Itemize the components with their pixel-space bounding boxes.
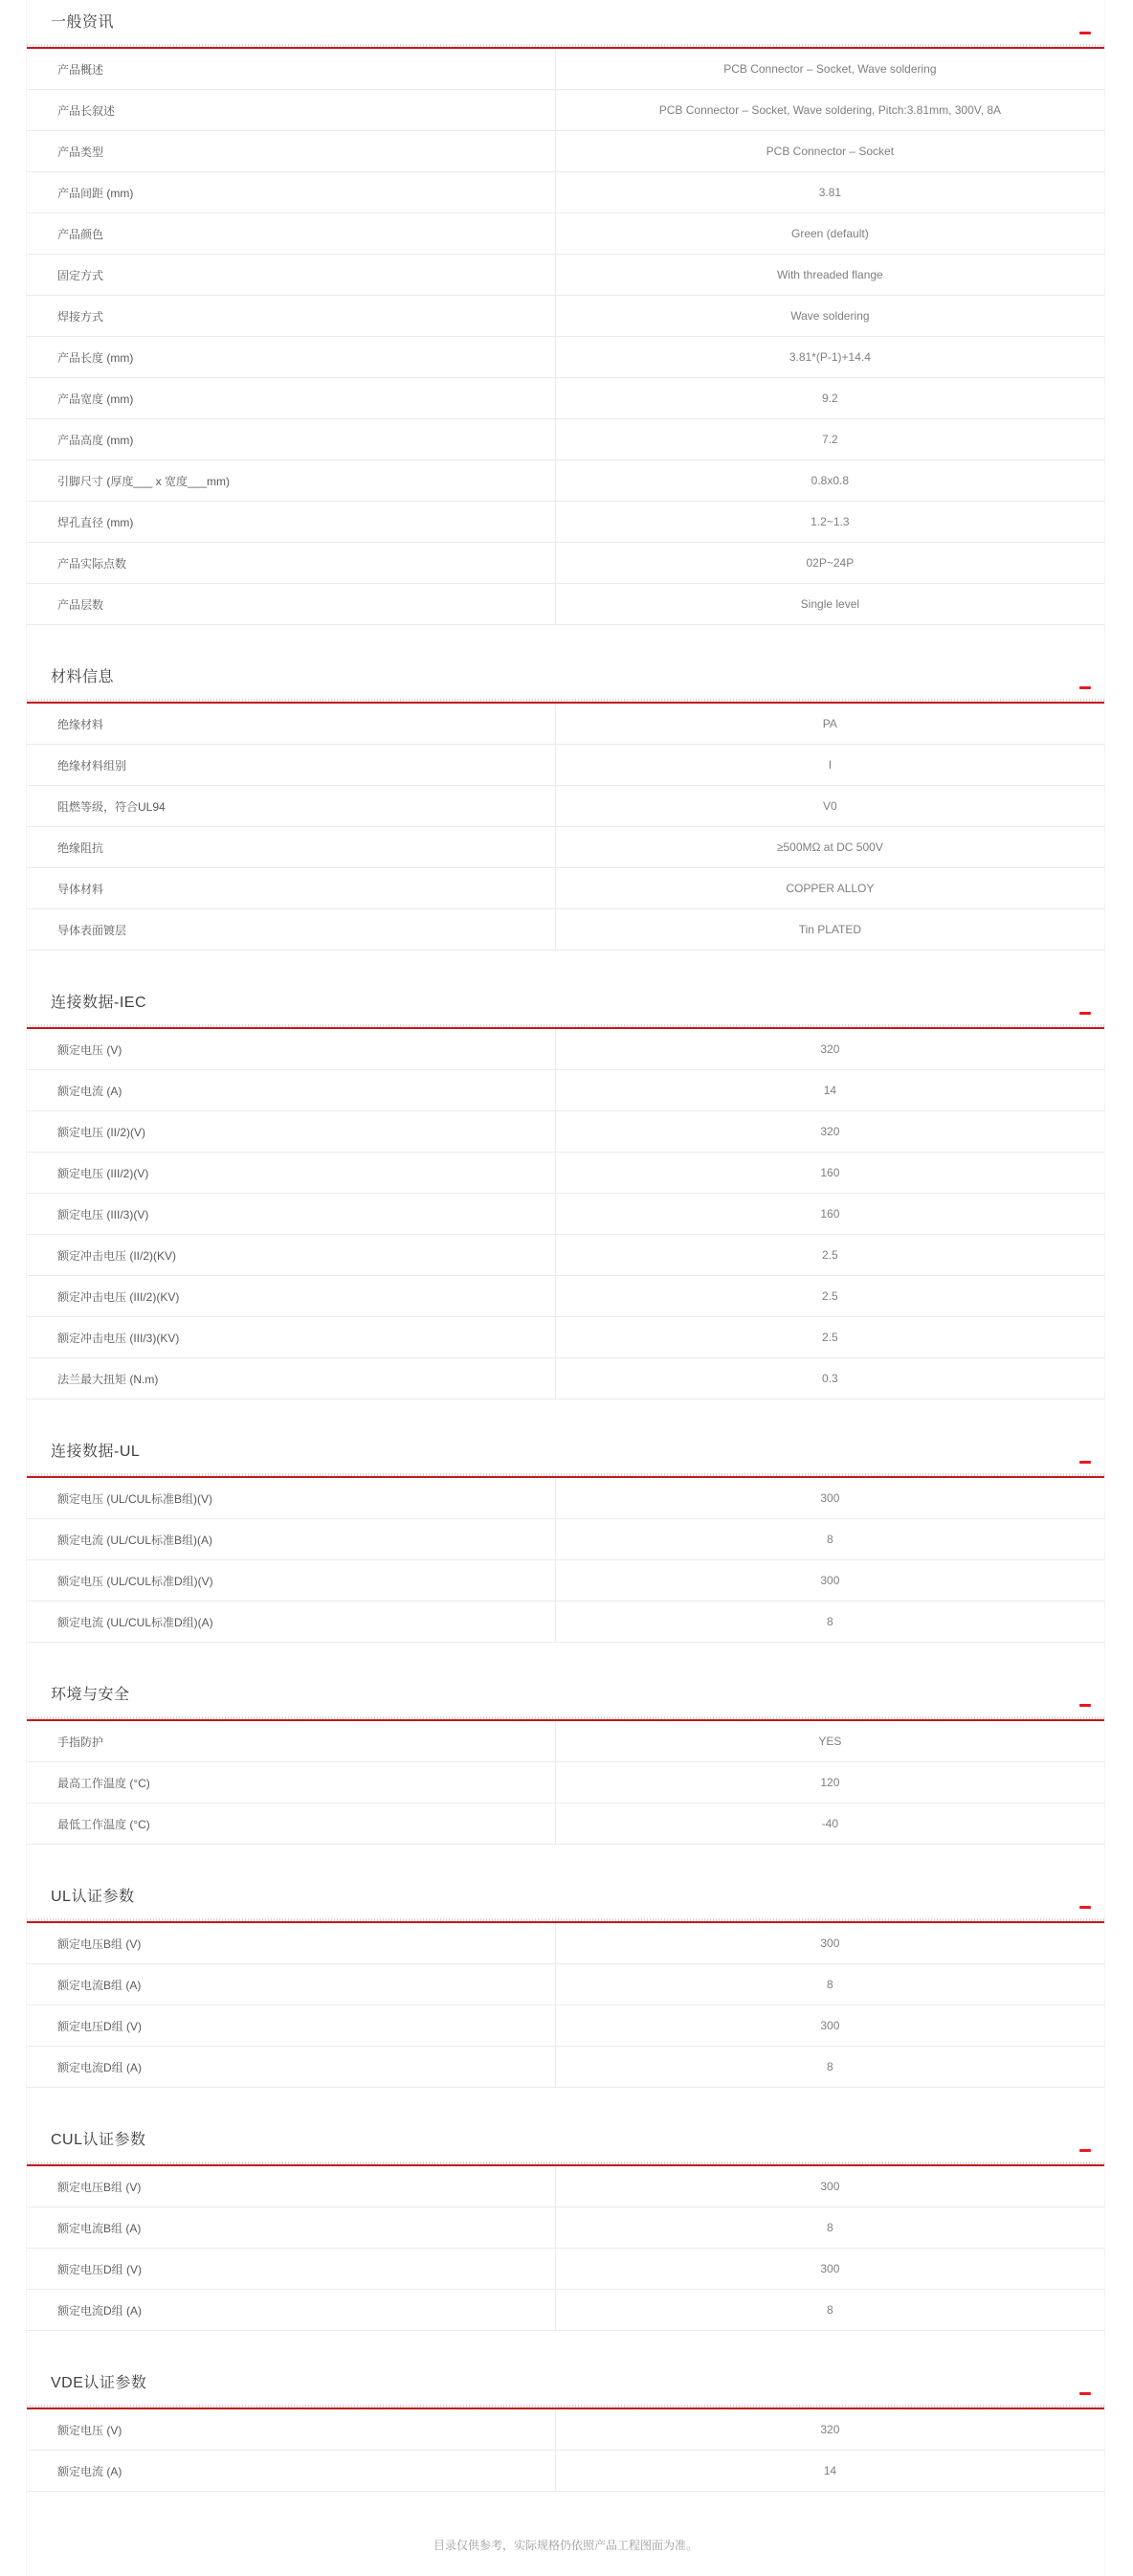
section-header: [27, 2088, 1104, 2162]
row-value: Single level: [555, 584, 1104, 624]
row-value: 120: [555, 1762, 1104, 1803]
row-label: 固定方式: [57, 268, 104, 282]
row-value: 160: [555, 1153, 1104, 1193]
row-label: 额定电流 (UL/CUL标准B组)(A): [57, 1533, 213, 1547]
table-row: [27, 172, 1104, 213]
spec-table: [27, 1029, 1104, 1400]
row-label: 额定电压D组 (V): [57, 2262, 142, 2276]
table-row: [27, 213, 1104, 255]
table-row: [27, 2166, 1104, 2207]
row-label: 产品概述: [57, 62, 104, 77]
table-row: [27, 1721, 1104, 1762]
row-value: -40: [555, 1803, 1104, 1844]
row-value: 1.2~1.3: [555, 502, 1104, 542]
row-value: 14: [555, 1070, 1104, 1110]
row-value: 300: [555, 2005, 1104, 2046]
row-value: 300: [555, 2249, 1104, 2289]
row-value: PCB Connector – Socket, Wave soldering: [555, 49, 1104, 89]
section-title: 环境与安全: [51, 1687, 130, 1703]
row-value: Wave soldering: [555, 296, 1104, 336]
spec-table: [27, 2166, 1104, 2331]
table-row: [27, 337, 1104, 378]
section-title: 连接数据-IEC: [51, 995, 147, 1011]
collapse-minus-icon[interactable]: [1079, 1906, 1091, 1909]
row-value: 320: [555, 2409, 1104, 2450]
row-label: 额定电压 (UL/CUL标准D组)(V): [57, 1574, 213, 1588]
row-value: 8: [555, 1964, 1104, 2005]
row-value: 0.8x0.8: [555, 460, 1104, 501]
table-row: [27, 1276, 1104, 1317]
table-row: [27, 90, 1104, 131]
row-label: 额定电压D组 (V): [57, 2019, 142, 2033]
table-row: [27, 1029, 1104, 1070]
row-label: 焊接方式: [57, 309, 104, 324]
table-row: [27, 255, 1104, 296]
row-value: 160: [555, 1194, 1104, 1234]
row-value: PCB Connector – Socket: [555, 131, 1104, 171]
table-row: [27, 49, 1104, 90]
table-row: [27, 909, 1104, 951]
row-value: I: [555, 745, 1104, 785]
row-label: 产品间距 (mm): [57, 186, 134, 200]
row-value: 320: [555, 1029, 1104, 1069]
table-row: [27, 2451, 1104, 2492]
section-title: CUL认证参数: [51, 2132, 146, 2148]
row-label: 额定电流 (A): [57, 2464, 122, 2478]
spec-table: [27, 1721, 1104, 1845]
row-value: With threaded flange: [555, 255, 1104, 295]
collapse-minus-icon[interactable]: [1079, 1461, 1091, 1464]
row-label: 产品宽度 (mm): [57, 392, 134, 406]
table-row: [27, 745, 1104, 786]
table-row: [27, 502, 1104, 543]
section-header: [27, 2331, 1104, 2405]
row-label: 额定电流 (UL/CUL标准D组)(A): [57, 1615, 213, 1629]
row-value: 02P~24P: [555, 543, 1104, 583]
row-label: 绝缘阻抗: [57, 840, 104, 855]
table-row: [27, 131, 1104, 172]
table-row: [27, 1194, 1104, 1235]
row-label: 产品长度 (mm): [57, 350, 134, 365]
row-label: 最高工作温度 (°C): [57, 1776, 150, 1790]
row-value: 300: [555, 1923, 1104, 1963]
collapse-minus-icon[interactable]: [1079, 686, 1091, 689]
section-header: [27, 1845, 1104, 1918]
table-row: [27, 1762, 1104, 1803]
spec-table: [27, 2409, 1104, 2492]
row-label: 额定冲击电压 (II/2)(KV): [57, 1248, 177, 1263]
row-label: 引脚尺寸 (厚度___ x 宽度___mm): [57, 474, 231, 488]
row-label: 产品长叙述: [57, 103, 116, 118]
spec-section: [27, 1845, 1104, 2088]
section-title: VDE认证参数: [51, 2375, 147, 2391]
spec-section: [27, 0, 1104, 625]
table-row: [27, 704, 1104, 745]
row-value: COPPER ALLOY: [555, 868, 1104, 908]
section-header: [27, 0, 1104, 44]
row-value: 2.5: [555, 1235, 1104, 1275]
section-title: 连接数据-UL: [51, 1444, 141, 1460]
row-value: Tin PLATED: [555, 909, 1104, 950]
section-title: 材料信息: [51, 669, 115, 685]
row-label: 额定电流D组 (A): [57, 2303, 142, 2318]
row-value: 8: [555, 1602, 1104, 1642]
section-header: [27, 1643, 1104, 1716]
row-value: V0: [555, 786, 1104, 826]
row-label: 产品高度 (mm): [57, 433, 134, 447]
spec-section: [27, 1643, 1104, 1845]
spec-section: [27, 625, 1104, 951]
row-value: 3.81: [555, 172, 1104, 213]
row-value: 8: [555, 2207, 1104, 2248]
section-header: [27, 951, 1104, 1024]
spec-section: [27, 951, 1104, 1400]
row-value: 8: [555, 2047, 1104, 2087]
spec-table: [27, 704, 1104, 951]
table-row: [27, 1317, 1104, 1358]
row-value: PA: [555, 704, 1104, 744]
row-value: 320: [555, 1111, 1104, 1152]
table-row: [27, 1923, 1104, 1964]
table-row: [27, 868, 1104, 909]
spec-table: [27, 1478, 1104, 1643]
row-label: 产品类型: [57, 145, 104, 159]
row-label: 最低工作温度 (°C): [57, 1817, 150, 1831]
table-row: [27, 1803, 1104, 1845]
table-row: [27, 2207, 1104, 2249]
table-row: [27, 1111, 1104, 1153]
row-value: 9.2: [555, 378, 1104, 418]
table-row: [27, 1602, 1104, 1643]
section-title: 一般资讯: [51, 14, 115, 31]
spec-table: [27, 49, 1104, 625]
row-label: 绝缘材料组别: [57, 758, 127, 773]
collapse-minus-icon[interactable]: [1079, 1012, 1091, 1015]
row-value: 14: [555, 2451, 1104, 2491]
row-value: 300: [555, 1478, 1104, 1518]
table-row: [27, 584, 1104, 625]
table-row: [27, 419, 1104, 460]
row-label: 额定电流B组 (A): [57, 2221, 142, 2235]
row-label: 手指防护: [57, 1735, 104, 1749]
table-row: [27, 2409, 1104, 2451]
spec-section: [27, 2088, 1104, 2331]
collapse-minus-icon[interactable]: [1079, 1704, 1091, 1707]
row-value: 7.2: [555, 419, 1104, 459]
row-label: 额定电流B组 (A): [57, 1978, 142, 1992]
table-row: [27, 786, 1104, 827]
row-value: YES: [555, 1721, 1104, 1761]
row-value: Green (default): [555, 213, 1104, 254]
table-row: [27, 2047, 1104, 2088]
table-row: [27, 827, 1104, 868]
table-row: [27, 1235, 1104, 1276]
row-label: 产品实际点数: [57, 556, 127, 571]
row-label: 导体表面镀层: [57, 923, 127, 937]
table-row: [27, 1478, 1104, 1519]
table-row: [27, 543, 1104, 584]
row-value: 0.3: [555, 1358, 1104, 1399]
row-label: 产品颜色: [57, 227, 104, 241]
row-value: 8: [555, 2290, 1104, 2330]
spec-section: [27, 2331, 1104, 2492]
table-row: [27, 296, 1104, 337]
row-label: 额定电压 (V): [57, 2423, 122, 2437]
section-title: UL认证参数: [51, 1889, 135, 1905]
row-label: 额定电压 (III/2)(V): [57, 1166, 149, 1180]
table-row: [27, 2290, 1104, 2331]
row-value: 300: [555, 2166, 1104, 2206]
row-label: 额定冲击电压 (III/2)(KV): [57, 1289, 180, 1304]
row-label: 额定电压B组 (V): [57, 2180, 142, 2194]
collapse-minus-icon[interactable]: [1079, 2149, 1091, 2152]
collapse-minus-icon[interactable]: [1079, 32, 1091, 34]
row-value: 2.5: [555, 1317, 1104, 1357]
table-row: [27, 460, 1104, 502]
section-header: [27, 1400, 1104, 1473]
table-row: [27, 2005, 1104, 2047]
table-row: [27, 1964, 1104, 2005]
table-row: [27, 2249, 1104, 2290]
spec-table: [27, 1923, 1104, 2088]
row-label: 导体材料: [57, 882, 104, 896]
spec-sections: [27, 0, 1104, 2492]
table-row: [27, 1519, 1104, 1560]
row-value: 2.5: [555, 1276, 1104, 1316]
section-header: [27, 625, 1104, 699]
table-row: [27, 378, 1104, 419]
row-value: 300: [555, 1560, 1104, 1601]
table-row: [27, 1560, 1104, 1602]
row-label: 额定电压 (III/3)(V): [57, 1207, 149, 1221]
row-value: 8: [555, 1519, 1104, 1559]
spec-section: [27, 1400, 1104, 1643]
row-label: 额定电流D组 (A): [57, 2060, 142, 2074]
row-label: 产品层数: [57, 597, 104, 612]
row-label: 额定电压 (UL/CUL标准B组)(V): [57, 1491, 213, 1506]
row-value: 3.81*(P-1)+14.4: [555, 337, 1104, 377]
table-row: [27, 1153, 1104, 1194]
product-spec-page: [26, 0, 1105, 2576]
row-value: ≥500MΩ at DC 500V: [555, 827, 1104, 867]
row-value: PCB Connector – Socket, Wave soldering, Pitch:3.81mm, 300V, 8A: [555, 90, 1104, 130]
row-label: 额定电压 (V): [57, 1042, 122, 1057]
row-label: 法兰最大扭矩 (N.m): [57, 1372, 159, 1386]
row-label: 阻燃等级，符合UL94: [57, 799, 166, 814]
row-label: 焊孔直径 (mm): [57, 515, 134, 529]
row-label: 额定电压 (II/2)(V): [57, 1125, 145, 1139]
table-row: [27, 1070, 1104, 1111]
footer-disclaimer: 目录仅供参考，实际规格仍依照产品工程图面为准。: [433, 2539, 698, 2552]
row-label: 额定电压B组 (V): [57, 1937, 142, 1951]
row-label: 额定电流 (A): [57, 1084, 122, 1098]
table-row: [27, 1358, 1104, 1400]
row-label: 绝缘材料: [57, 717, 104, 731]
collapse-minus-icon[interactable]: [1079, 2392, 1091, 2395]
row-label: 额定冲击电压 (III/3)(KV): [57, 1331, 180, 1345]
